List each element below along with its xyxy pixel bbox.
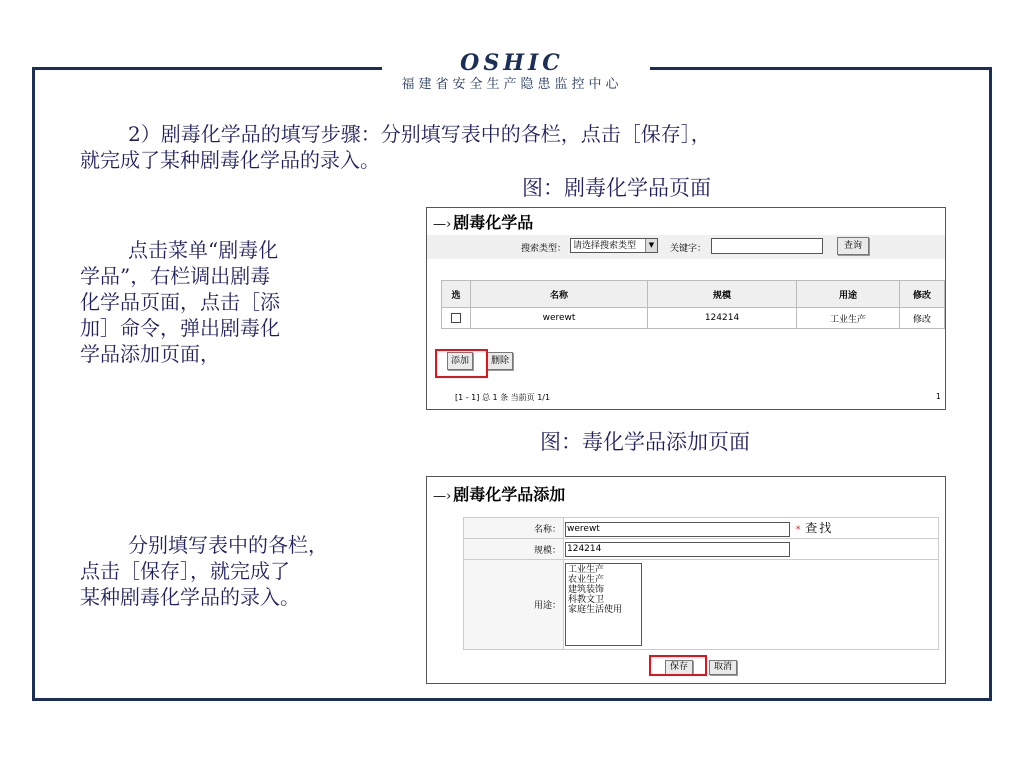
form-row-scale xyxy=(464,539,939,560)
search-type-label: 搜索类型： xyxy=(521,244,567,254)
find-link[interactable]: 查找 xyxy=(805,521,834,535)
left-instructions-1 xyxy=(80,237,380,367)
scale-label: 规模： xyxy=(464,539,564,560)
column-header: 选 xyxy=(442,281,471,308)
row-use: 工业生产 xyxy=(797,308,900,329)
search-type-select[interactable] xyxy=(570,238,658,253)
save-button-highlight xyxy=(649,655,707,676)
row-checkbox[interactable] xyxy=(451,313,461,323)
scale-cell xyxy=(564,539,939,560)
add-page-title: 剧毒化学品添加 xyxy=(453,485,566,504)
use-option[interactable]: 科教文卫 xyxy=(568,595,605,605)
search-bar xyxy=(427,235,945,259)
use-option[interactable]: 工业生产 xyxy=(568,565,605,575)
chevron-down-icon: ▼ xyxy=(645,239,657,252)
left2-line: 点击［保存］，就完成了 xyxy=(80,559,290,583)
list-page-title: 剧毒化学品 xyxy=(453,213,534,232)
intro-line-2: 就完成了某种剧毒化学品的录入。 xyxy=(80,148,380,172)
name-input[interactable]: werewt xyxy=(565,522,790,537)
left1-line: 学品添加页面， xyxy=(80,342,220,366)
use-label: 用途： xyxy=(464,560,564,650)
add-form xyxy=(463,517,939,650)
name-cell xyxy=(564,518,939,539)
form-row-name xyxy=(464,518,939,539)
left1-line: 学品”，右栏调出剧毒 xyxy=(80,264,271,288)
add-button[interactable]: 添加 xyxy=(447,352,473,370)
frame-right xyxy=(989,67,992,701)
column-header: 名称 xyxy=(471,281,648,308)
list-page-header xyxy=(427,208,945,233)
delete-button[interactable]: 删除 xyxy=(487,352,513,370)
left2-line: 分别填写表中的各栏， xyxy=(128,533,328,557)
add-page-header xyxy=(427,477,945,505)
page-number[interactable]: 1 xyxy=(935,392,941,401)
arrow-icon: —› xyxy=(433,489,452,504)
pagination-info: [1 - 1] 总 1 条 当前页 1/1 xyxy=(455,393,551,402)
save-button[interactable]: 保存 xyxy=(665,660,693,675)
use-option[interactable]: 家庭生活使用 xyxy=(568,605,623,615)
search-type-value: 请选择搜索类型 xyxy=(573,241,637,251)
chemical-add-screenshot xyxy=(426,476,946,684)
left1-line: 化学品页面，点击［添 xyxy=(80,290,280,314)
name-label: 名称： xyxy=(464,518,564,539)
row-edit-link[interactable]: 修改 xyxy=(900,308,945,329)
use-option[interactable]: 农业生产 xyxy=(568,575,605,585)
row-name: werewt xyxy=(471,308,648,329)
keyword-label: 关键字： xyxy=(670,244,707,254)
table-header-row xyxy=(442,281,945,308)
left2-line: 某种剧毒化学品的录入。 xyxy=(80,585,300,609)
arrow-icon: —› xyxy=(433,217,452,232)
table-row xyxy=(442,308,945,329)
brand-title: OSHIC xyxy=(460,50,564,76)
cancel-button[interactable]: 取消 xyxy=(709,660,737,675)
use-option[interactable]: 建筑装饰 xyxy=(568,585,605,595)
chemical-list-screenshot xyxy=(426,207,946,410)
required-mark: * xyxy=(795,525,801,535)
brand-header xyxy=(0,50,1024,94)
chemical-table xyxy=(441,280,945,329)
row-scale: 124214 xyxy=(648,308,797,329)
caption-add-page: 图：毒化学品添加页面 xyxy=(540,430,750,454)
query-button[interactable]: 查询 xyxy=(837,237,869,255)
left1-line: 加］命令，弹出剧毒化 xyxy=(80,316,280,340)
caption-list-page: 图：剧毒化学品页面 xyxy=(522,176,711,200)
left-instructions-2 xyxy=(80,532,390,610)
column-header: 规模 xyxy=(648,281,797,308)
add-button-highlight xyxy=(435,349,488,378)
keyword-input[interactable] xyxy=(711,238,823,254)
column-header: 修改 xyxy=(900,281,945,308)
use-cell xyxy=(564,560,939,650)
frame-bottom xyxy=(32,698,992,701)
brand-subtitle: 福建省安全生产隐患监控中心 xyxy=(401,77,623,92)
intro-line-1: 2）剧毒化学品的填写步骤：分别填写表中的各栏，点击［保存］， xyxy=(128,122,711,146)
frame-left xyxy=(32,67,35,701)
row-select-cell xyxy=(442,308,471,329)
form-row-use xyxy=(464,560,939,650)
intro-text xyxy=(80,121,980,173)
use-listbox[interactable] xyxy=(565,563,642,646)
scale-input[interactable]: 124214 xyxy=(565,542,790,557)
left1-line: 点击菜单“剧毒化 xyxy=(128,238,279,262)
column-header: 用途 xyxy=(797,281,900,308)
